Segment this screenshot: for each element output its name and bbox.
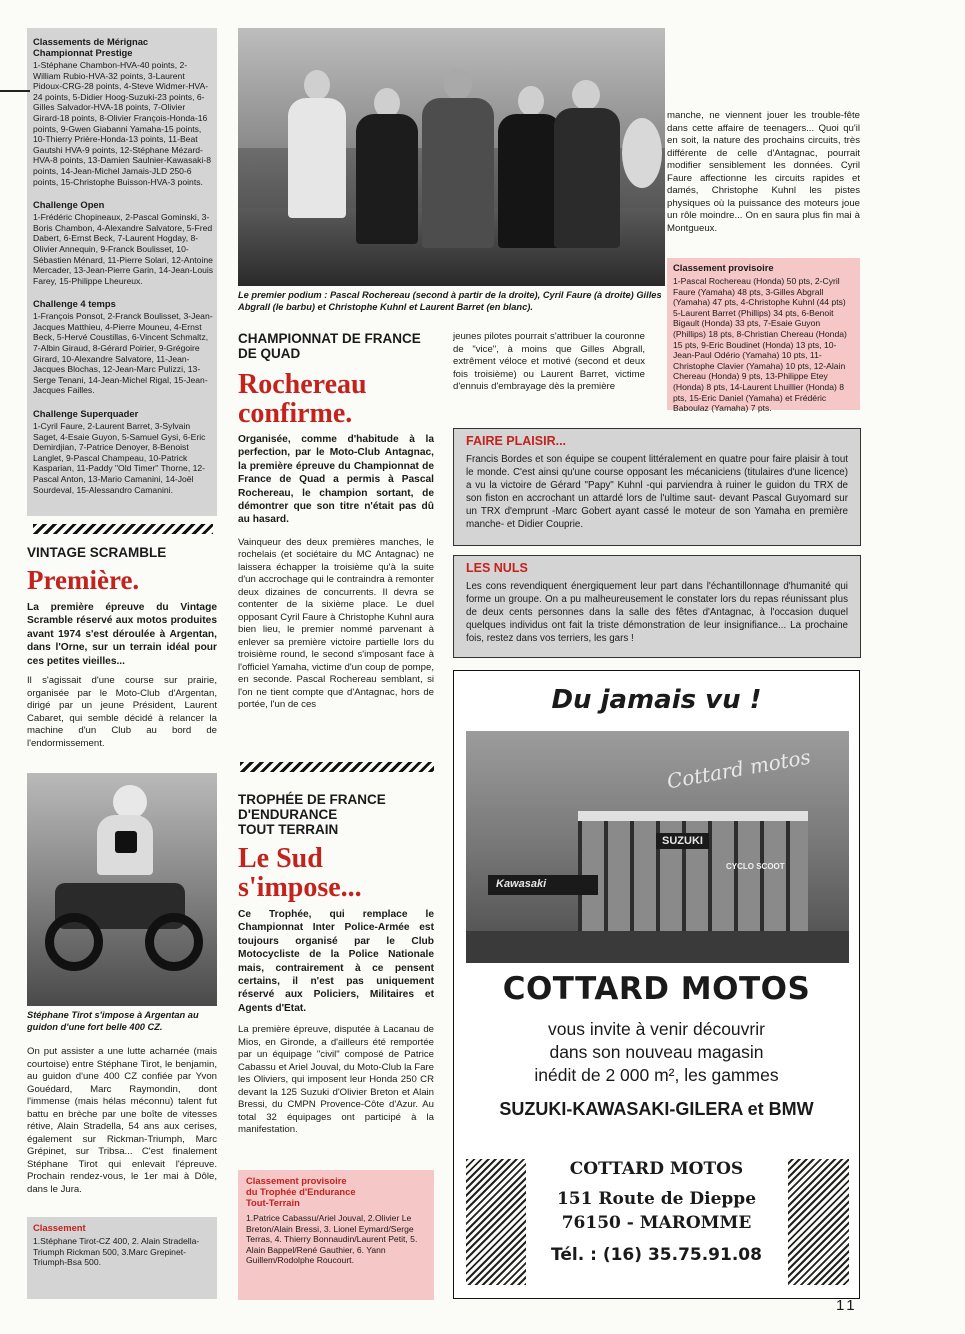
suzuki-sign: SUZUKI [656,833,709,849]
endurance-paragraph: La première épreuve, disputée à Lacanau de Mios, en Gironde, a d'ailleurs été remportée par un équipage "civil" composé de Patrice Cabassu et Ariel Jouval, du Moto-Club la Fare les Oliviers, qui imposent leur Honda 250 CR devant la 125 Suzuki d'Olivier Breton et Alain Bressi, du CMPN Provence-Côte d'Azur. Au total 32 équipages ont participé à la manifestation. [238,1024,434,1136]
four-stroke-title: Challenge 4 temps [33,298,116,310]
podium-person-3 [422,98,494,248]
les-nuls-box [453,555,861,658]
ad-brand: COTTARD MOTOS [502,971,811,1007]
vintage-rider-photo [27,773,217,1006]
endurance-standings-box [238,1170,434,1300]
ad-brands: SUZUKI-KAWASAKI-GILERA et BMW [499,1099,814,1119]
endurance-kicker-3: TOUT TERRAIN [238,822,339,837]
podium-person-3-head [444,68,472,100]
ad-line-2: dans son nouveau magasin [549,1042,764,1062]
quad-headline-1: Rochereau [238,369,367,400]
ad-line-1: vous invite à venir découvrir [548,1019,765,1039]
vintage-kicker: VINTAGE SCRAMBLE [27,545,167,560]
quad-standings-title: Classement provisoire [673,262,774,273]
quad-paragraph-2: jeunes pilotes pourrait s'attribuer la couronne de "vice", à moins que Gilles Abgrall, extrêment véloce et motivé (second et deux fois troisième) ou Laurent Barret, victime d'ennuis d'embrayage dès la première [453,331,645,392]
vintage-article [27,545,217,750]
endurance-standings-text: 1.Patrice Cabassu/Ariel Jouval, 2.Olivier Le Breton/Alain Bressi, 3. Lionel Eymard/Serge Terras, 4. Thierry Bonnaudin/Laurent Petit, 5. Alain Bappel/René Gauthier, 6. Yann Guillem/Rodolphe Roucourt. [246,1213,418,1266]
endurance-lead: Ce Trophée, qui remplace le Championnat Inter Police-Armée est toujours organisé par le Club Motocycliste de la Police Nationale mais, contrairement à ce pensent certains, il n'est pas uniquement réservé aux Policiers, Militaires et Agents d'Etat. [238,909,434,1014]
quad-headline-2: confirme. [238,398,353,429]
parking-lot [466,931,849,963]
ad-address-1: 151 Route de Dieppe [556,1189,757,1209]
merignac-title: Classements de Mérignac [33,36,149,47]
cyclo-scoot-sign: CYCLO SCOOT [726,862,785,871]
prestige-title: Championnat Prestige [33,47,133,58]
superquader-title: Challenge Superquader [33,408,139,420]
quad-paragraph-3: manche, ne viennent jouer les trouble-fête dans cette affaire de teenagers... Quoi qu'il en soit, la nature des prochains circuits, très différente de celle d'Antagnac, pourrait modifier sensiblement les données. Cyril Faure affectionne les circuits rapides et damés, Christophe Kuhnl les pistes physiques où la puissance des moteurs joue un rôle moindre... On en saura plus fin mai à Montgueux. [667,110,860,234]
podium-person-4-head [518,86,544,116]
quad-standings-box [667,258,860,414]
margin-rule [0,90,30,92]
vintage-results-box [27,1217,217,1299]
endurance-standings-title-1: Classement provisoire [246,1175,347,1186]
open-results: 1-Frédéric Chopineaux, 2-Pascal Gominski, 3-Boris Chambon, 4-Alexandre Salvatore, 5-Fred Dabert, 6-Ernst Beck, 7-Laurent Hogday, 8-Olivier Annequin, 9-Franck Boulisset, 10-Sébastien Ménard, 11-Pierre Solari, 12-Antoine Mercader, 13-Jean-Pierre Garin, 14-Jean-Louis Farey, 15-Philippe Lheureux. [33,212,214,286]
superquader-results: 1-Cyril Faure, 2-Laurent Barret, 3-Sylvain Saget, 4-Esaie Guyon, 5-Samuel Gysi, 6-Eric Demirdjian, 7-Patrice Denoyer, 8-Benoist Langlet, 9-Pascal Champeau, 10-Patrick Kasparian, 11-Paddy "Old Timer" Thorne, 12-Pascal Anton, 13-Mario Camanini, 14-Joël Sourdeval, 15-Alessandro Camanini. [33,421,206,495]
vintage-paragraph-2: On put assister a une lutte acharnée (mais courtoise) entre Stéphane Tirot, le benjamin, au guidon d'une 400 CZ confiée par Yvon Gouédard, Marc Raymondin, dont l'immense (mais hélas méconnu) talent fut battu en brèche par une boîte de vitesses rétive, Alain Stradella, 54 ans aux cerises, également sur Rickman-Triumph, Marc Grépinet, sur Tribsa... C'est finalement Stéphane Tirot qui enlevait l'épreuve. Prochain rendez-vous, le 1er mai à Dôle, dans le Jura. [27,1046,217,1195]
quad-standings-text: 1-Pascal Rochereau (Honda) 50 pts, 2-Cyril Faure (Yamaha) 48 pts, 3-Gilles Abgrall (Yamaha) 47 pts, 4-Christophe Kuhnl (44 pts) 5-Laurent Barret (Phillips) 34 pts, 6-Benoit Bigault (Honda) 33 pts, 7-Esaie Guyon (Phillips) 18 pts, 8-Christian Chereau (Honda) 15 pts, 9-Eric Boudinet (Honda) 13 pts, 10-Jean-Paul Odério (Yamaha) 10 pts, 11-Christophe Clavier (Yamaha) 10 pts, 12-Alain Chereau (Honda) 9 pts, 13-Philippe Etey (Honda) 8 pts, 14-Laurent Lhuillier (Honda) 8 pts, 15-Eric Daniel (Yamaha) et Frédéric Baboulaz (Yamaha) 7 pts. [673,276,847,414]
ad-address-2: 76150 - MAROMME [561,1213,752,1233]
rear-wheel [45,913,103,971]
four-stroke-results: 1-François Ponsot, 2-Franck Boulisset, 3-Jean-Jacques Matthieu, 4-Pierre Mouneu, 4-Ernst Beck, 5-Hervé Coustillas, 6-Vincent Schmaltz, 7-Albin Giraud, 8-Gérard Poirier, 9-Grégoire Girard, 10-Alexandre Salvatore, 11-Jean-Jacques Blochas, 12-Jean-Marc Pulizzi, 13-Serge Tenani, 14-Jean-Michel Rigal, 15-Jean-Jacques Failles. [33,311,213,396]
decorative-divider [33,524,213,534]
quad-kicker-1: CHAMPIONNAT DE FRANCE [238,331,421,346]
store-photo [466,731,849,963]
decorative-divider-2 [240,762,434,772]
faire-plaisir-text: Francis Bordes et son équipe se coupent littéralement en quatre pour faire plaisir à tout le monde. C'est ainsi qu'une course opposant les mécaniciens (titulaires d'une licence) a vu la victoire de Gérard "Papy" Kuhnl -qui parviendra à ruiner le guidon du TRX de son fiston en accrochant un attardé lors de l'ultime saut- devant Pascal Guyomard sur un TRX d'emprunt -Marc Gobert ayant cassé le moteur de son Yamaha en première manche- et Didier Couprie. [466,454,848,530]
endurance-kicker-1: TROPHÉE DE FRANCE [238,792,386,807]
quad-kicker-2: DE QUAD [238,346,301,361]
roof-line [578,811,808,821]
kawasaki-sign: Kawasaki [488,875,598,895]
podium-person-5 [554,108,620,248]
endurance-article [238,792,434,1137]
endurance-standings-title-3: Tout-Terrain [246,1197,300,1208]
podium-person-1 [288,98,346,218]
vintage-results-text: 1.Stéphane Tirot-CZ 400, 2. Alain Stradella-Triumph Rickman 500, 3.Marc Grepinet-Triumph-Bsa 500. [33,1236,200,1268]
endurance-headline-2: s'impose... [238,872,362,903]
faire-plaisir-box [453,428,861,546]
quad-article [238,331,434,712]
les-nuls-text: Les cons revendiquent énergiquement leur part dans l'échantillonnage d'humanité qui forme un groupe. On a pu malheureusement le constater lors du repas réunissant plus de deux cents personnes dans la salle des fêtes d'Antagnac, à l'occasion duquel quelques individus ont fait la triste démonstration de leur insignifiance... La prochaine fois, restez dans vos terriers, les gars ! [466,581,848,644]
podium-photo-caption: Le premier podium : Pascal Rochereau (second à partir de la droite), Cyril Faure (à droite) Gilles Abgrall (le barbu) et Christophe Kuhnl et Laurent Barret (en blanc). [238,290,662,312]
neon-sign: Cottard motos [665,744,813,794]
vintage-results-title: Classement [33,1222,86,1233]
flower-bouquet [622,118,662,188]
ad-headline: Du jamais vu ! [551,685,762,715]
ad-line-3: inédit de 2 000 m², les gammes [534,1065,779,1085]
front-wheel [145,913,203,971]
faire-plaisir-title: FAIRE PLAISIR... [466,434,567,448]
quad-lead: Organisée, comme d'habitude à la perfection, par le Moto-Club Antagnac, la première épreuve du Championnat de France de Quad a permis à Pascal Rochereau, le champion sortant, de démontrer que son titre n'était pas dû au hasard. [238,434,434,526]
endurance-standings-title-2: du Trophée d'Endurance [246,1186,356,1197]
vintage-lead: La première épreuve du Vintage Scramble réservé aux motos produites avant 1974 s'est déroulée à Argentan, dans l'Orne, sur un terrain idéal pour ces petites vieilles... [27,602,217,667]
podium-person-5-head [572,80,600,110]
vintage-headline: Première. [27,565,140,595]
ad-box-brand: COTTARD MOTOS [569,1159,744,1179]
podium-person-1-head [304,70,330,100]
vintage-photo-caption: Stéphane Tirot s'impose à Argentan au guidon d'une fort belle 400 CZ. [27,1010,199,1032]
ad-phone: Tél. : (16) 35.75.91.08 [551,1245,762,1265]
open-title: Challenge Open [33,199,105,211]
vintage-paragraph-1: Il s'agissait d'une course sur prairie, organisée par le Moto-Club d'Argentan, dirigé par un jeune Président, Laurent Cabaret, qui semble décidé à relancer la machine d'un Club au bord de l'endormissement. [27,675,217,749]
number-plate [115,831,137,853]
page-number: 11 [836,1297,858,1314]
podium-person-4 [498,114,562,248]
quad-paragraph-1: Vainqueur des deux premières manches, le rochelais (et sociétaire du MC Antagnac) ne laissera échapper la troisième qu'à la suite d'un accrochage qui le contraindra à remonter deux dizaines de concurrents. Il devra se contenter de la sixième place. Le duel opposant Cyril Faure à Christophe Kuhnl aura bien lieu, le premier nommé parvenant à enlever sa première victoire partielle lors du troisième round, le second s'imposant face à l'officiel Yamaha, victime d'un coup de pompe, en seconde. Pascal Rochereau semblant, si l'on ne tient compte que d'Antagnac, hors de portée, l'un de ces [238,536,434,711]
podium-photo [238,28,665,286]
endurance-kicker-2: D'ENDURANCE [238,807,338,822]
cottard-motos-ad [453,670,860,1299]
rider-helmet [113,785,147,819]
prestige-results: 1-Stéphane Chambon-HVA-40 points, 2-William Rubio-HVA-32 points, 3-Laurent Pidoux-CRG-28 points, 4-Steve Widmer-HVA-24 points, 5-Didier Hoog-Suzuki-23 points, 6-Gilles Salvador-HVA-18 points, 7-Olivier Girard-18 points, 8-Olivier François-Honda-16 points, 9-Gwen Giabanni Yamaha-15 points, 10-Thierry Prière-Honda-13 points, 11-Beat Gautshi HVA-9 points, 12-Stéphane Mézard-HVA-8 points, 13-Damien Saulnier-Kawasaki-8 points, 14-Jean-Michel Jamais-JLD 250-6 points, 15-Christophe Buisson-HVA-3 points. [33,60,212,187]
les-nuls-title: LES NULS [466,561,528,575]
podium-person-2 [356,114,418,244]
endurance-headline-1: Le Sud [238,843,323,874]
merignac-results [33,36,214,495]
